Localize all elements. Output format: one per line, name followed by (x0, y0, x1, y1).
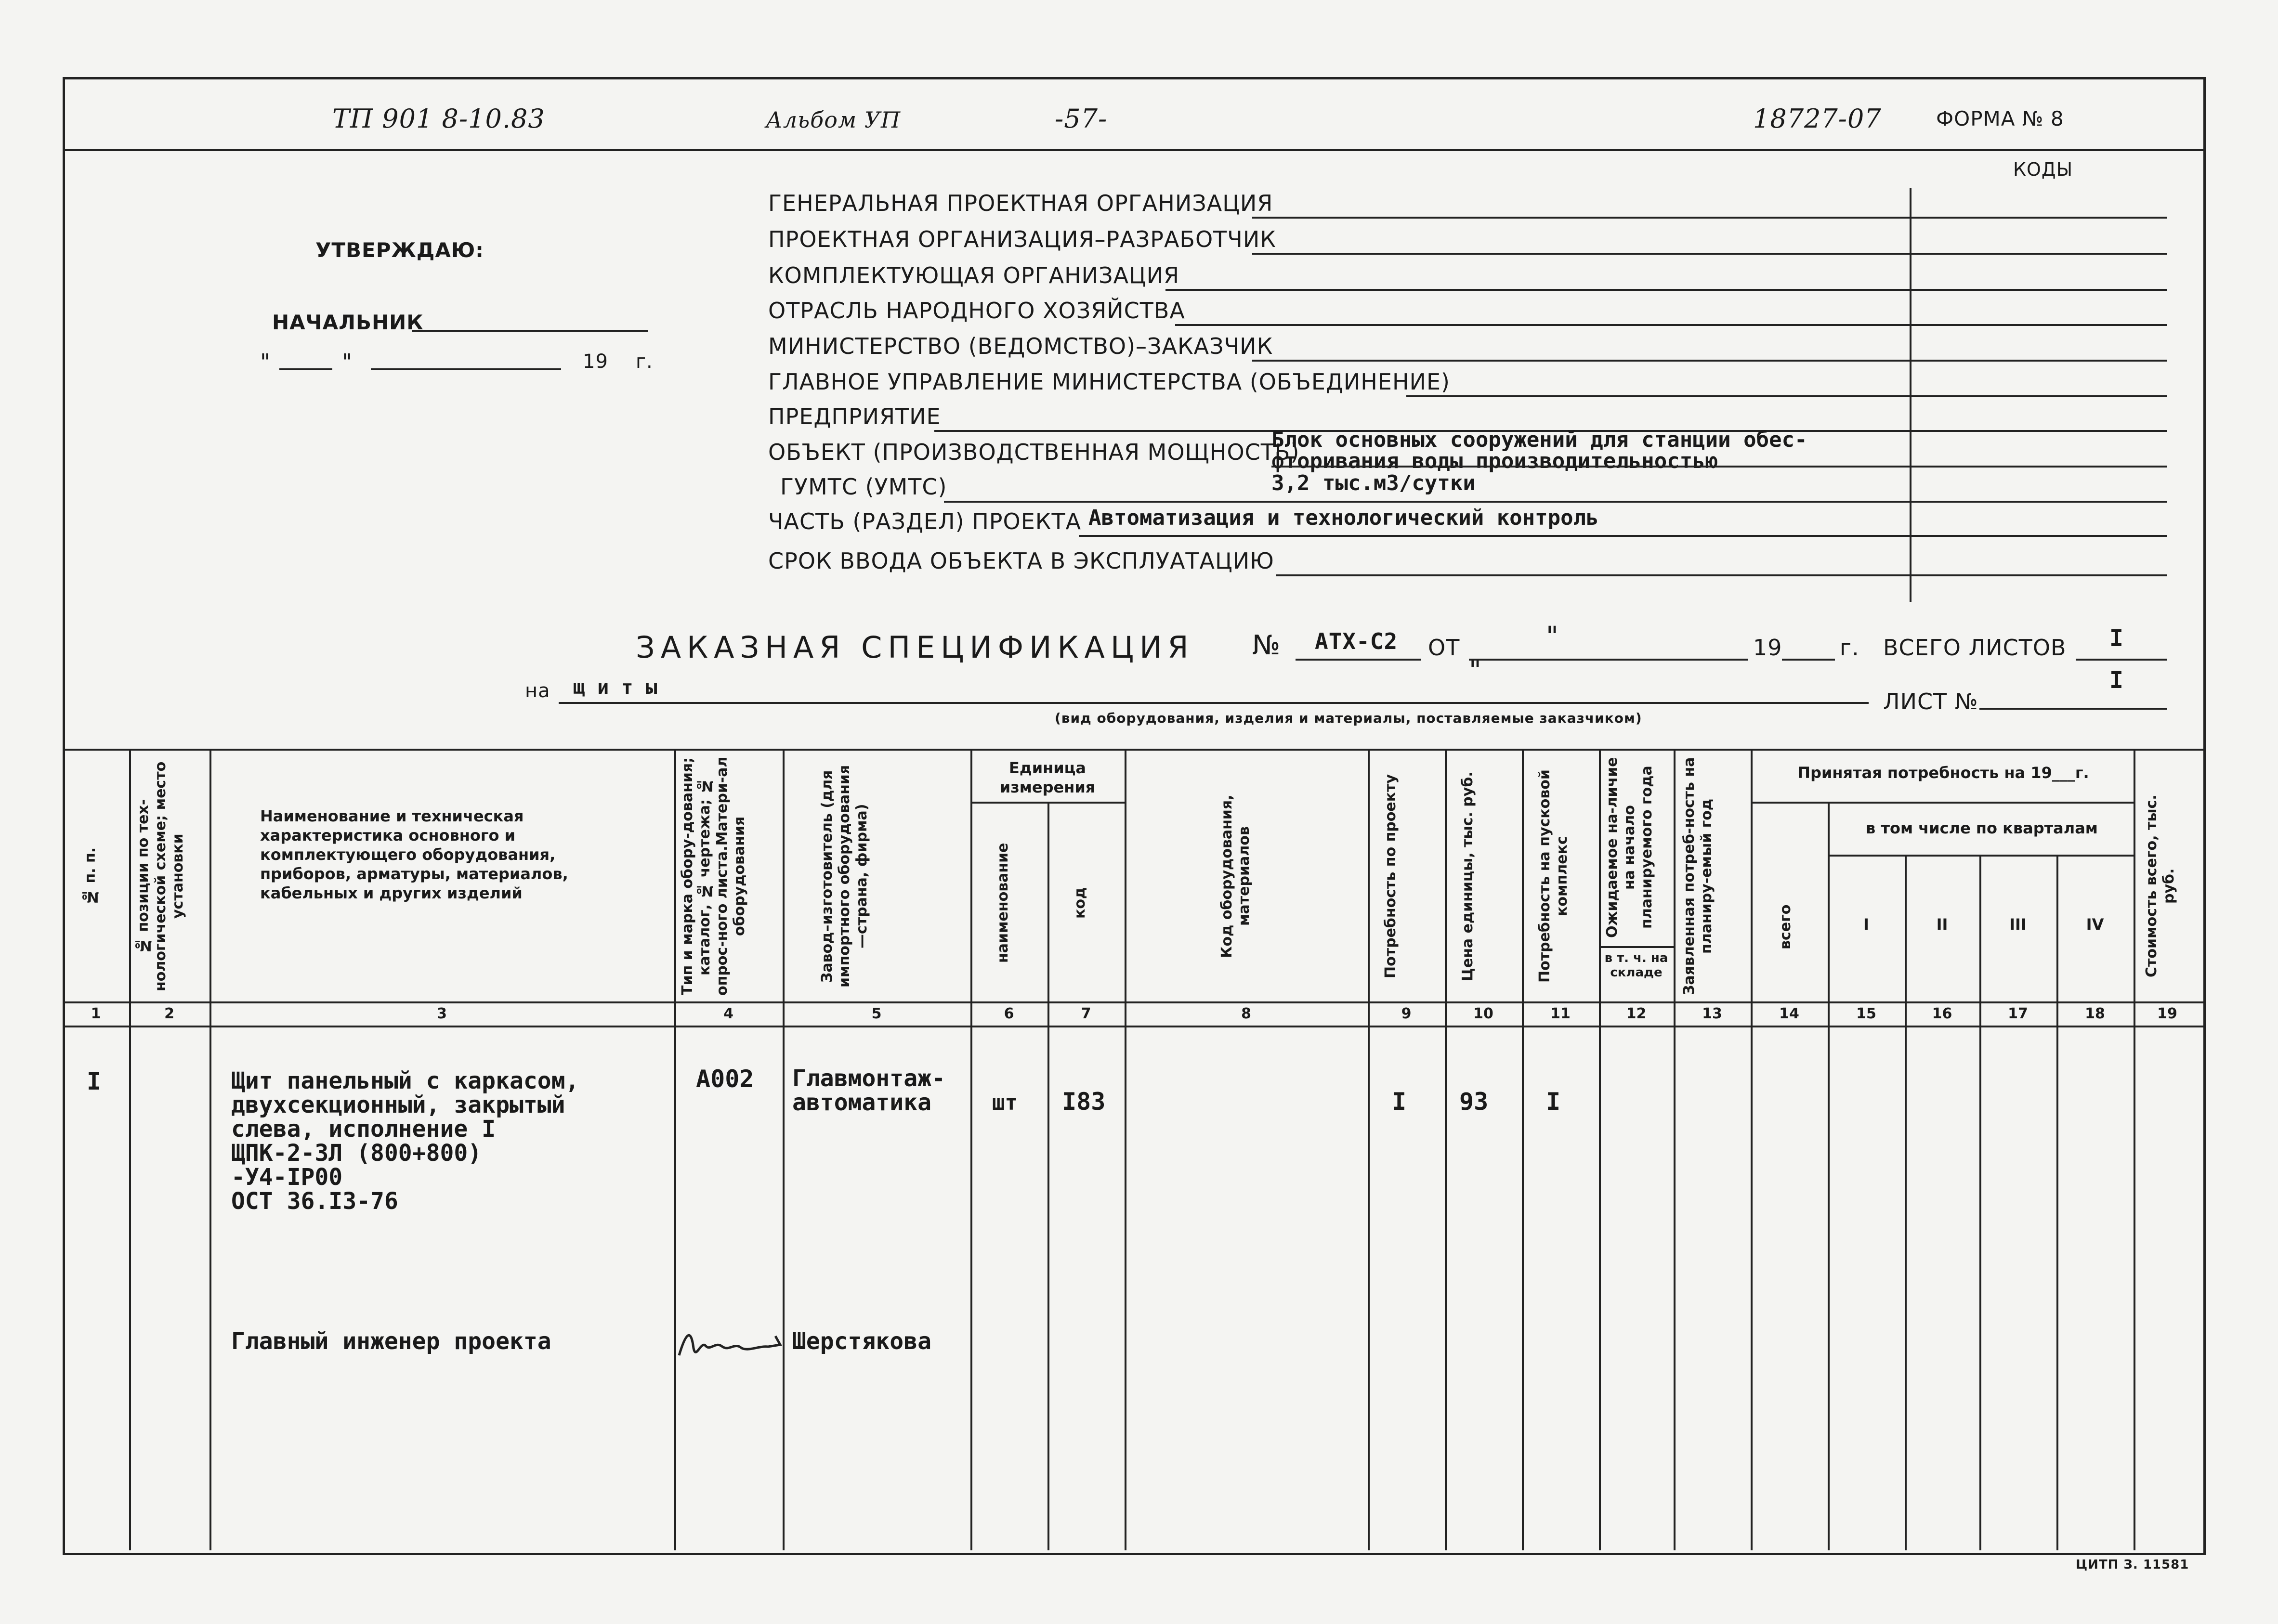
col-number: 8 (1241, 1005, 1251, 1022)
col-line (1599, 749, 1601, 1550)
codes-label: КОДЫ (2013, 159, 2073, 180)
accepted-header-line (1751, 802, 2134, 804)
col-number: 3 (437, 1005, 447, 1022)
col-number: 17 (2008, 1005, 2028, 1022)
col-number: 2 (164, 1005, 174, 1022)
org-label-gumts: ГУМТС (УМТС) (780, 474, 947, 500)
date-month-line (371, 368, 561, 370)
table-colnum-top (63, 1001, 2203, 1003)
spec-total-label: ВСЕГО ЛИСТОВ (1883, 635, 2067, 661)
doc-code: ТП 901 8-10.83 (332, 104, 545, 134)
spec-na-label: на (525, 680, 550, 702)
spec-date-line (1469, 659, 1748, 661)
col-line (970, 749, 972, 1550)
quarters-header-line (1828, 855, 2134, 857)
header-price: Цена единицы, тыс. руб. (1459, 771, 1476, 981)
org-line-object (1271, 466, 2167, 468)
header-maker: Завод–изготовитель (для импортного оборудования —страна, фирма) (819, 765, 870, 988)
inventory-number: 18727-07 (1753, 104, 1882, 134)
col-line (2056, 855, 2058, 1550)
col-number: 11 (1550, 1005, 1571, 1022)
header-name: Наименование и техническая характеристика основного и комплектующего оборудования, приборов, арматуры, материалов, кабельных и других изделий (260, 807, 568, 902)
header-launch: Потребность на пусковой комплекс (1536, 769, 1571, 983)
spec-na-line (559, 702, 1869, 704)
org-label-object: ОБЪЕКТ (ПРОИЗВОДСТВЕННАЯ МОЩНОСТЬ) (768, 439, 1300, 465)
org-label-main-dept: ГЛАВНОЕ УПРАВЛЕНИЕ МИНИСТЕРСТВА (ОБЪЕДИНЕНИЕ) (768, 369, 1450, 395)
org-value-section: Автоматизация и технологический контроль (1088, 506, 1599, 530)
col-number: 9 (1401, 1005, 1412, 1022)
spec-quote2: " (1469, 655, 1482, 686)
org-label-section: ЧАСТЬ (РАЗДЕЛ) ПРОЕКТА (768, 508, 1082, 534)
col-number: 18 (2085, 1005, 2105, 1022)
spec-total-value: I (2109, 625, 2124, 652)
col-line (1368, 749, 1370, 1550)
col-line (1125, 749, 1126, 1550)
col-number: 15 (1856, 1005, 1876, 1022)
col-number: 6 (1004, 1005, 1014, 1022)
org-label-enterprise: ПРЕДПРИЯТИЕ (768, 403, 941, 429)
spec-number-line (1296, 659, 1421, 661)
row-type: А002 (696, 1065, 754, 1093)
signature-name: Шерстякова (792, 1328, 931, 1355)
header-stock: в т. ч. на складе (1604, 951, 1668, 980)
spec-sheet-label: ЛИСТ № (1883, 689, 1978, 715)
header-accepted: Принятая потребность на 19___г. (1797, 764, 2089, 782)
date-quote-open: " (260, 349, 271, 375)
page-number: -57- (1055, 104, 1108, 134)
header-type: Тип и марка обору-дования; каталог, № чертежа; № опрос-ного листа.Матери-ал оборудования (679, 756, 748, 996)
spec-number: АТХ-С2 (1315, 628, 1398, 654)
row-number: I (87, 1067, 102, 1095)
org-label-general: ГЕНЕРАЛЬНАЯ ПРОЕКТНАЯ ОРГАНИЗАЦИЯ (768, 190, 1273, 216)
col-number: 13 (1702, 1005, 1722, 1022)
col-line (1522, 749, 1524, 1550)
col-line (1905, 855, 1907, 1550)
spec-caption: (вид оборудования, изделия и материалы, поставляемые заказчиком) (1055, 710, 1642, 726)
col-number: 16 (1932, 1005, 1952, 1022)
header-equip-code: Код оборудования, материалов (1218, 794, 1253, 958)
col-number: 5 (871, 1005, 882, 1022)
date-year: 19 (583, 351, 608, 373)
org-line-deadline (1276, 574, 2167, 576)
org-line-developer (1252, 253, 2167, 255)
org-value-object: Блок основных сооружений для станции обес- фторивания воды производительностью (1271, 428, 1807, 473)
spec-total-line (2076, 659, 2167, 661)
org-line-industry (1175, 324, 2167, 326)
col-number: 4 (723, 1005, 733, 1022)
row-need: I (1392, 1088, 1407, 1116)
table-colnum-bottom (63, 1026, 2203, 1027)
date-quote-close: " (342, 349, 353, 375)
col-line (674, 749, 676, 1550)
row-name: Щит панельный с каркасом, двухсекционный, закрытый слева, исполнение I ЩПК-2-3Л (800+800) -У4-IР00 ОСТ 36.I3-76 (231, 1067, 579, 1215)
header-q3: III (2009, 915, 2027, 934)
header-expected: Ожидаемое на-личие на начало планируемого года (1604, 757, 1655, 938)
header-total: всего (1777, 904, 1794, 949)
col-number: 10 (1473, 1005, 1493, 1022)
row-maker: Главмонтаж- автоматика (792, 1065, 945, 1116)
spec-sheet-line (1979, 708, 2167, 710)
spec-title: ЗАКАЗНАЯ СПЕЦИФИКАЦИЯ (636, 630, 1194, 665)
date-year-suffix: г. (636, 351, 653, 373)
spec-quote1: " (1546, 621, 1559, 652)
col-line (783, 749, 785, 1550)
col-line (1828, 802, 1830, 1550)
col-line (1979, 855, 1981, 1550)
header-divider (63, 149, 2203, 151)
header-quarters: в том числе по кварталам (1866, 819, 2098, 837)
org-line-section (1079, 535, 2167, 537)
spec-no-label: № (1252, 630, 1281, 661)
form-number: ФОРМА № 8 (1936, 107, 2064, 130)
row-unit-name: шт (992, 1091, 1018, 1115)
col-number: 14 (1779, 1005, 1799, 1022)
header-q1: I (1863, 915, 1869, 934)
org-line-ministry (1252, 360, 2167, 362)
col-line (1047, 802, 1049, 1550)
chief-label: НАЧАЛЬНИК (272, 311, 424, 334)
org-label-industry: ОТРАСЛЬ НАРОДНОГО ХОЗЯЙСТВА (768, 298, 1185, 324)
header-declared: Заявленная потреб-ность на планиру-емый год (1681, 757, 1715, 996)
spec-year-line (1782, 659, 1835, 661)
col-number: 1 (91, 1005, 101, 1022)
spec-year: 19 (1753, 635, 1782, 661)
header-unit-name: наименование (995, 843, 1011, 963)
org-value-gumts: 3,2 тыс.м3/сутки (1271, 471, 1476, 495)
table-top-line (63, 749, 2203, 751)
col-line (1751, 749, 1753, 1550)
col-line (129, 749, 131, 1550)
col-line (1445, 749, 1447, 1550)
row-launch: I (1546, 1088, 1561, 1116)
org-label-developer: ПРОЕКТНАЯ ОРГАНИЗАЦИЯ–РАЗРАБОТЧИК (768, 226, 1276, 252)
org-line-supplier (1165, 289, 2167, 291)
org-line-general (1252, 217, 2167, 219)
header-unit: Единица измерения (999, 759, 1096, 796)
col-number: 19 (2157, 1005, 2177, 1022)
col-number: 12 (1626, 1005, 1647, 1022)
header-unit-code: код (1072, 887, 1088, 919)
spec-na-value: щ и т ы (573, 676, 658, 699)
row-unit-code: I83 (1062, 1088, 1106, 1116)
col-number: 7 (1081, 1005, 1091, 1022)
org-label-supplier: КОМПЛЕКТУЮЩАЯ ОРГАНИЗАЦИЯ (768, 262, 1180, 288)
chief-line (412, 330, 648, 332)
unit-header-line (970, 802, 1125, 804)
header-q2: II (1936, 915, 1948, 934)
col-line (1674, 749, 1676, 1550)
col-line (209, 749, 211, 1550)
approve-label: УТВЕРЖДАЮ: (315, 238, 484, 262)
org-label-ministry: МИНИСТЕРСТВО (ВЕДОМСТВО)–ЗАКАЗЧИК (768, 333, 1273, 359)
footer-mark: ЦИТП З. 11581 (2076, 1558, 2189, 1572)
header-need: Потребность по проекту (1382, 774, 1399, 979)
signature-mark (677, 1322, 787, 1365)
org-label-deadline: СРОК ВВОДА ОБЪЕКТА В ЭКСПЛУАТАЦИЮ (768, 548, 1274, 574)
spec-sheet-value: I (2109, 667, 2124, 694)
org-line-main-dept (1406, 395, 2167, 397)
header-position: № позиции по тех-нологической схеме; место установки (135, 761, 186, 991)
album-label: Альбом УП (766, 107, 901, 133)
col-line (2134, 749, 2135, 1550)
date-day-line (279, 368, 332, 370)
spec-year-suffix: г. (1840, 635, 1859, 661)
row-price: 93 (1459, 1088, 1489, 1116)
header-row-number: № п. п. (82, 847, 99, 906)
stock-header-line (1599, 946, 1674, 948)
header-q4: IV (2086, 915, 2104, 934)
spec-from-label: ОТ (1428, 635, 1460, 661)
codes-divider (1910, 188, 1911, 602)
signature-role: Главный инженер проекта (231, 1328, 551, 1355)
org-line-gumts (944, 501, 2167, 503)
header-cost: Стоимость всего, тыс. руб. (2143, 794, 2177, 977)
